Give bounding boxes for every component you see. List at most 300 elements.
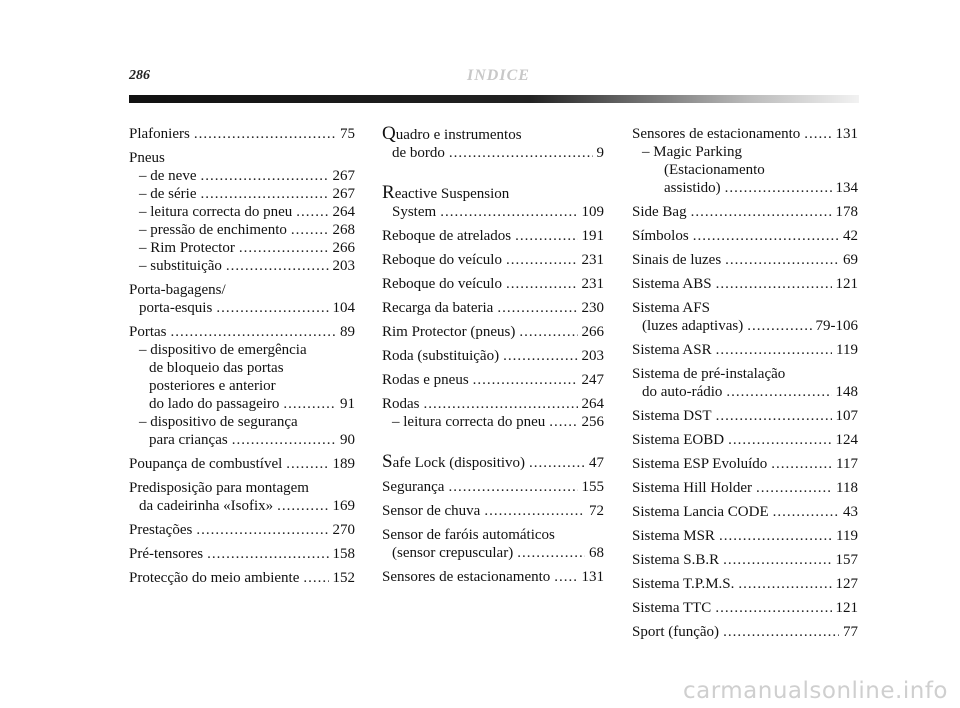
index-term-text: Pré-tensores	[129, 546, 204, 562]
index-term-text: Sistema TTC	[632, 600, 712, 616]
page-reference: 107	[835, 408, 858, 424]
index-term	[129, 455, 282, 473]
index-term-text: da cadeirinha «Isofix»	[139, 498, 274, 514]
dot-leader	[719, 527, 832, 545]
index-term-text: Sensores de estacionamento	[382, 569, 551, 585]
dot-leader	[200, 185, 328, 203]
index-line	[382, 125, 604, 144]
dot-leader	[691, 203, 832, 221]
page-reference: 121	[835, 276, 858, 292]
index-line	[632, 551, 858, 569]
index-term	[642, 317, 743, 335]
dot-leader	[549, 413, 577, 431]
index-term	[632, 431, 724, 449]
index-term	[382, 299, 493, 317]
index-term	[129, 125, 190, 143]
index-entry	[382, 502, 604, 520]
dot-leader	[728, 431, 831, 449]
index-term	[382, 453, 525, 472]
dot-leader	[194, 125, 336, 143]
dot-leader	[226, 257, 329, 275]
index-term-text: Sistema ABS	[632, 276, 712, 292]
index-entry	[632, 365, 858, 401]
page-reference: 203	[332, 258, 355, 274]
index-term-text: (luzes adaptivas)	[642, 318, 744, 334]
index-entry	[382, 526, 604, 562]
index-term-text: – Magic Parking	[642, 144, 742, 160]
page-reference: 72	[589, 503, 604, 519]
dot-leader	[715, 599, 831, 617]
page-reference: 124	[835, 432, 858, 448]
index-term	[392, 413, 545, 431]
index-line	[129, 395, 355, 413]
dot-leader	[484, 502, 585, 520]
page-reference: 109	[581, 204, 604, 220]
page-reference: 127	[835, 576, 858, 592]
index-term	[139, 239, 235, 257]
page-reference: 47	[589, 455, 604, 471]
index-line	[632, 383, 858, 401]
index-term-text: Prestações	[129, 522, 193, 538]
index-term	[382, 371, 469, 389]
index-term-text: Roda (substituição)	[382, 348, 500, 364]
index-entry	[382, 227, 604, 245]
index-entry	[382, 371, 604, 389]
index-term-text: de bordo	[392, 145, 445, 161]
page-reference: 9	[596, 145, 604, 161]
dot-leader	[738, 575, 831, 593]
index-term	[139, 497, 273, 515]
page-reference: 79-106	[815, 318, 858, 334]
dot-leader	[529, 454, 585, 472]
index-entry	[632, 431, 858, 449]
index-term	[139, 221, 287, 239]
page-header	[129, 68, 859, 108]
dot-leader	[296, 203, 328, 221]
index-term-text: – dispositivo de emergência	[139, 342, 307, 358]
index-entry	[382, 251, 604, 269]
index-entry	[129, 455, 355, 473]
index-line	[382, 227, 604, 245]
dot-leader	[448, 478, 577, 496]
index-term	[632, 227, 689, 245]
index-entry	[129, 149, 355, 275]
index-term-text: Sistema ESP Evoluído	[632, 456, 768, 472]
index-line	[129, 221, 355, 239]
page-reference: 69	[843, 252, 858, 268]
index-line	[129, 167, 355, 185]
index-term-text: assistido)	[664, 180, 721, 196]
index-term	[129, 479, 309, 497]
index-term	[139, 341, 307, 359]
dot-leader	[716, 275, 832, 293]
page-reference: 119	[836, 342, 858, 358]
dot-leader	[171, 323, 337, 341]
index-entry	[632, 503, 858, 521]
index-entry	[129, 545, 355, 563]
dot-leader	[303, 569, 328, 587]
section-title: INDICE	[467, 67, 530, 84]
dot-leader	[216, 299, 328, 317]
index-entry	[632, 575, 858, 593]
index-term-text: – Rim Protector	[139, 240, 235, 256]
index-entry	[632, 299, 858, 335]
page-reference: 178	[835, 204, 858, 220]
index-column-2	[382, 125, 604, 592]
index-term-text: Sistema AFS	[632, 300, 710, 316]
index-term	[139, 257, 222, 275]
dot-leader	[716, 341, 832, 359]
index-term	[632, 341, 712, 359]
index-line	[632, 299, 858, 317]
index-term-text: do auto-rádio	[642, 384, 723, 400]
index-entry	[632, 125, 858, 197]
index-line	[382, 347, 604, 365]
index-line	[129, 185, 355, 203]
index-term	[632, 575, 734, 593]
index-line	[632, 503, 858, 521]
dot-leader	[747, 317, 811, 335]
index-line	[129, 569, 355, 587]
index-term-text: eactive Suspension	[394, 186, 510, 202]
page-reference: 189	[332, 456, 355, 472]
index-term-text: Sistema EOBD	[632, 432, 725, 448]
index-term	[382, 502, 480, 520]
index-line	[129, 203, 355, 221]
index-entry	[632, 623, 858, 641]
index-term-text: – leitura correcta do pneu	[139, 204, 293, 220]
index-term	[129, 323, 167, 341]
index-term-text: – pressão de enchimento	[139, 222, 287, 238]
index-line	[382, 275, 604, 293]
index-term-text: – substituição	[139, 258, 222, 274]
index-term	[382, 227, 511, 245]
dot-leader	[497, 299, 577, 317]
index-line	[129, 257, 355, 275]
index-term	[382, 251, 502, 269]
dot-leader	[519, 323, 577, 341]
dot-leader	[239, 239, 329, 257]
page-reference: 191	[581, 228, 604, 244]
page-reference: 118	[836, 480, 858, 496]
index-term	[139, 203, 292, 221]
index-line	[632, 275, 858, 293]
index-term-text: (Estacionamento	[664, 162, 765, 178]
page-reference: 264	[581, 396, 604, 412]
index-term	[632, 623, 719, 641]
dot-leader	[716, 407, 832, 425]
index-term	[382, 125, 522, 144]
index-term-text: Portas	[129, 324, 167, 340]
page-reference: 43	[843, 504, 858, 520]
index-term	[129, 149, 165, 167]
page-reference: 247	[581, 372, 604, 388]
index-term	[664, 161, 765, 179]
watermark-text: carmanualsonline.info	[682, 678, 948, 704]
dot-leader	[693, 227, 839, 245]
page-reference: 270	[332, 522, 355, 538]
index-line	[632, 161, 858, 179]
index-term-text: – dispositivo de segurança	[139, 414, 298, 430]
dot-leader	[773, 503, 839, 521]
index-term	[382, 395, 420, 413]
index-line	[129, 521, 355, 539]
index-term	[632, 251, 721, 269]
index-line	[632, 623, 858, 641]
index-term-text: – leitura correcta do pneu	[392, 414, 546, 430]
index-entry	[129, 569, 355, 587]
index-term-text: Rodas e pneus	[382, 372, 469, 388]
index-line	[632, 251, 858, 269]
index-term	[139, 413, 298, 431]
dot-leader	[200, 167, 328, 185]
index-term-text: Plafoniers	[129, 126, 190, 142]
page-reference: 231	[581, 276, 604, 292]
index-term-text: Recarga da bateria	[382, 300, 494, 316]
page-reference: 148	[835, 384, 858, 400]
index-term	[632, 455, 767, 473]
index-line	[632, 431, 858, 449]
index-entry	[129, 323, 355, 449]
index-line	[382, 203, 604, 221]
index-term	[664, 179, 721, 197]
index-term-text: Sistema Lancia CODE	[632, 504, 769, 520]
index-line	[632, 203, 858, 221]
index-term	[129, 521, 192, 539]
page-reference: 131	[581, 569, 604, 585]
page-reference: 203	[581, 348, 604, 364]
dot-leader	[440, 203, 577, 221]
page-reference: 119	[836, 528, 858, 544]
index-line	[129, 149, 355, 167]
page-reference: 268	[332, 222, 355, 238]
index-line	[632, 599, 858, 617]
index-term-text: Segurança	[382, 479, 445, 495]
index-entry	[632, 227, 858, 245]
dot-leader	[515, 227, 577, 245]
index-line	[129, 497, 355, 515]
dot-leader	[283, 395, 336, 413]
page-reference: 266	[581, 324, 604, 340]
index-entry	[382, 347, 604, 365]
page-reference: 89	[340, 324, 355, 340]
index-term-text: afe Lock (dispositivo)	[392, 455, 526, 471]
index-entry	[632, 203, 858, 221]
index-line	[382, 568, 604, 586]
index-term	[632, 599, 711, 617]
index-term-text: (sensor crepuscular)	[392, 545, 514, 561]
index-entry	[382, 125, 604, 162]
index-line	[129, 281, 355, 299]
index-entry	[129, 281, 355, 317]
index-line	[382, 413, 604, 431]
index-entry	[632, 275, 858, 293]
index-term	[632, 503, 769, 521]
index-term-text: Side Bag	[632, 204, 687, 220]
header-rule	[129, 95, 859, 103]
index-term	[382, 478, 444, 496]
page-reference: 267	[332, 186, 355, 202]
dot-leader	[726, 383, 831, 401]
index-term	[382, 347, 499, 365]
index-term-text: Rim Protector (pneus)	[382, 324, 516, 340]
index-entry	[129, 125, 355, 143]
index-column-1	[129, 125, 355, 593]
index-line	[129, 239, 355, 257]
dot-leader	[804, 125, 831, 143]
dot-leader	[503, 347, 577, 365]
index-term-text: porta-esquis	[139, 300, 213, 316]
index-line	[632, 341, 858, 359]
index-line	[382, 544, 604, 562]
index-line	[632, 143, 858, 161]
index-letter-initial: R	[382, 182, 395, 203]
index-term-text: Reboque de atrelados	[382, 228, 512, 244]
index-line	[129, 413, 355, 431]
page-reference: 169	[332, 498, 355, 514]
dot-leader	[277, 497, 328, 515]
dot-leader	[756, 479, 832, 497]
index-line	[382, 323, 604, 341]
index-term	[382, 184, 509, 203]
page-reference: 152	[332, 570, 355, 586]
index-term	[139, 185, 196, 203]
page-reference: 158	[332, 546, 355, 562]
index-entry	[382, 395, 604, 431]
dot-leader	[286, 455, 328, 473]
dot-leader	[506, 251, 578, 269]
index-line	[382, 144, 604, 162]
index-letter-initial: S	[382, 451, 393, 472]
index-term-text: Sistema S.B.R	[632, 552, 720, 568]
index-line	[129, 359, 355, 377]
dot-leader	[196, 521, 328, 539]
index-letter-initial: Q	[382, 123, 396, 144]
index-term-text: Porta-bagagens/	[129, 282, 226, 298]
index-term	[129, 281, 226, 299]
index-entry	[632, 407, 858, 425]
index-term	[632, 551, 719, 569]
index-term	[129, 545, 203, 563]
index-term	[382, 275, 502, 293]
page-reference: 75	[340, 126, 355, 142]
index-entry	[382, 568, 604, 586]
page-reference: 121	[835, 600, 858, 616]
dot-leader	[232, 431, 336, 449]
index-term	[632, 299, 710, 317]
dot-leader	[725, 251, 839, 269]
index-entry	[632, 455, 858, 473]
index-term	[632, 527, 715, 545]
index-term-text: Protecção do meio ambiente	[129, 570, 300, 586]
index-line	[129, 125, 355, 143]
page-reference: 230	[581, 300, 604, 316]
index-line	[129, 479, 355, 497]
index-term	[632, 125, 800, 143]
index-line	[382, 251, 604, 269]
index-term-text: Sensor de faróis automáticos	[382, 527, 555, 543]
index-line	[632, 575, 858, 593]
dot-leader	[207, 545, 328, 563]
index-term	[149, 359, 284, 377]
index-term	[392, 144, 445, 162]
page-reference: 155	[581, 479, 604, 495]
index-line	[632, 479, 858, 497]
index-term-text: do lado do passageiro	[149, 396, 280, 412]
page-reference: 68	[589, 545, 604, 561]
dot-leader	[517, 544, 585, 562]
page-reference: 42	[843, 228, 858, 244]
dot-leader	[473, 371, 578, 389]
index-term-text: Sport (função)	[632, 624, 720, 640]
index-term-text: – de série	[139, 186, 197, 202]
index-term	[632, 203, 687, 221]
index-line	[632, 227, 858, 245]
page-reference: 131	[835, 126, 858, 142]
index-term	[642, 143, 742, 161]
dot-leader	[771, 455, 832, 473]
index-line	[382, 299, 604, 317]
dot-leader	[424, 395, 578, 413]
index-line	[382, 478, 604, 496]
page-reference: 256	[581, 414, 604, 430]
index-term-text: Símbolos	[632, 228, 689, 244]
index-term-text: para crianças	[149, 432, 228, 448]
index-line	[129, 377, 355, 395]
index-term-text: Pneus	[129, 150, 165, 166]
dot-leader	[449, 144, 593, 162]
index-term	[392, 203, 436, 221]
index-term-text: Sistema DST	[632, 408, 712, 424]
index-term-text: Sistema Hill Holder	[632, 480, 752, 496]
index-term-text: Reboque do veículo	[382, 276, 502, 292]
index-term-text: de bloqueio das portas	[149, 360, 284, 376]
index-entry	[382, 478, 604, 496]
index-line	[382, 395, 604, 413]
index-column-3	[632, 125, 858, 647]
index-line	[632, 407, 858, 425]
page-reference: 267	[332, 168, 355, 184]
page-reference: 117	[836, 456, 858, 472]
index-term	[632, 479, 752, 497]
index-term	[139, 299, 212, 317]
index-line	[632, 365, 858, 383]
page-reference: 134	[835, 180, 858, 196]
index-term	[382, 526, 555, 544]
index-term-text: uadro e instrumentos	[395, 127, 522, 143]
index-term	[632, 407, 712, 425]
index-line	[129, 323, 355, 341]
index-term-text: Sistema de pré-instalação	[632, 366, 786, 382]
index-term	[139, 167, 196, 185]
index-term-text: Sensor de chuva	[382, 503, 481, 519]
dot-leader	[291, 221, 329, 239]
page-reference: 90	[340, 432, 355, 448]
index-term	[392, 544, 513, 562]
index-line	[632, 527, 858, 545]
page-reference: 264	[332, 204, 355, 220]
dot-leader	[723, 623, 839, 641]
index-entry	[632, 251, 858, 269]
index-line	[632, 317, 858, 335]
index-term-text: Poupança de combustível	[129, 456, 283, 472]
index-term-text: – de neve	[139, 168, 197, 184]
index-line	[382, 184, 604, 203]
index-term	[149, 377, 276, 395]
index-term-text: System	[392, 204, 437, 220]
index-line	[632, 125, 858, 143]
index-entry	[632, 551, 858, 569]
